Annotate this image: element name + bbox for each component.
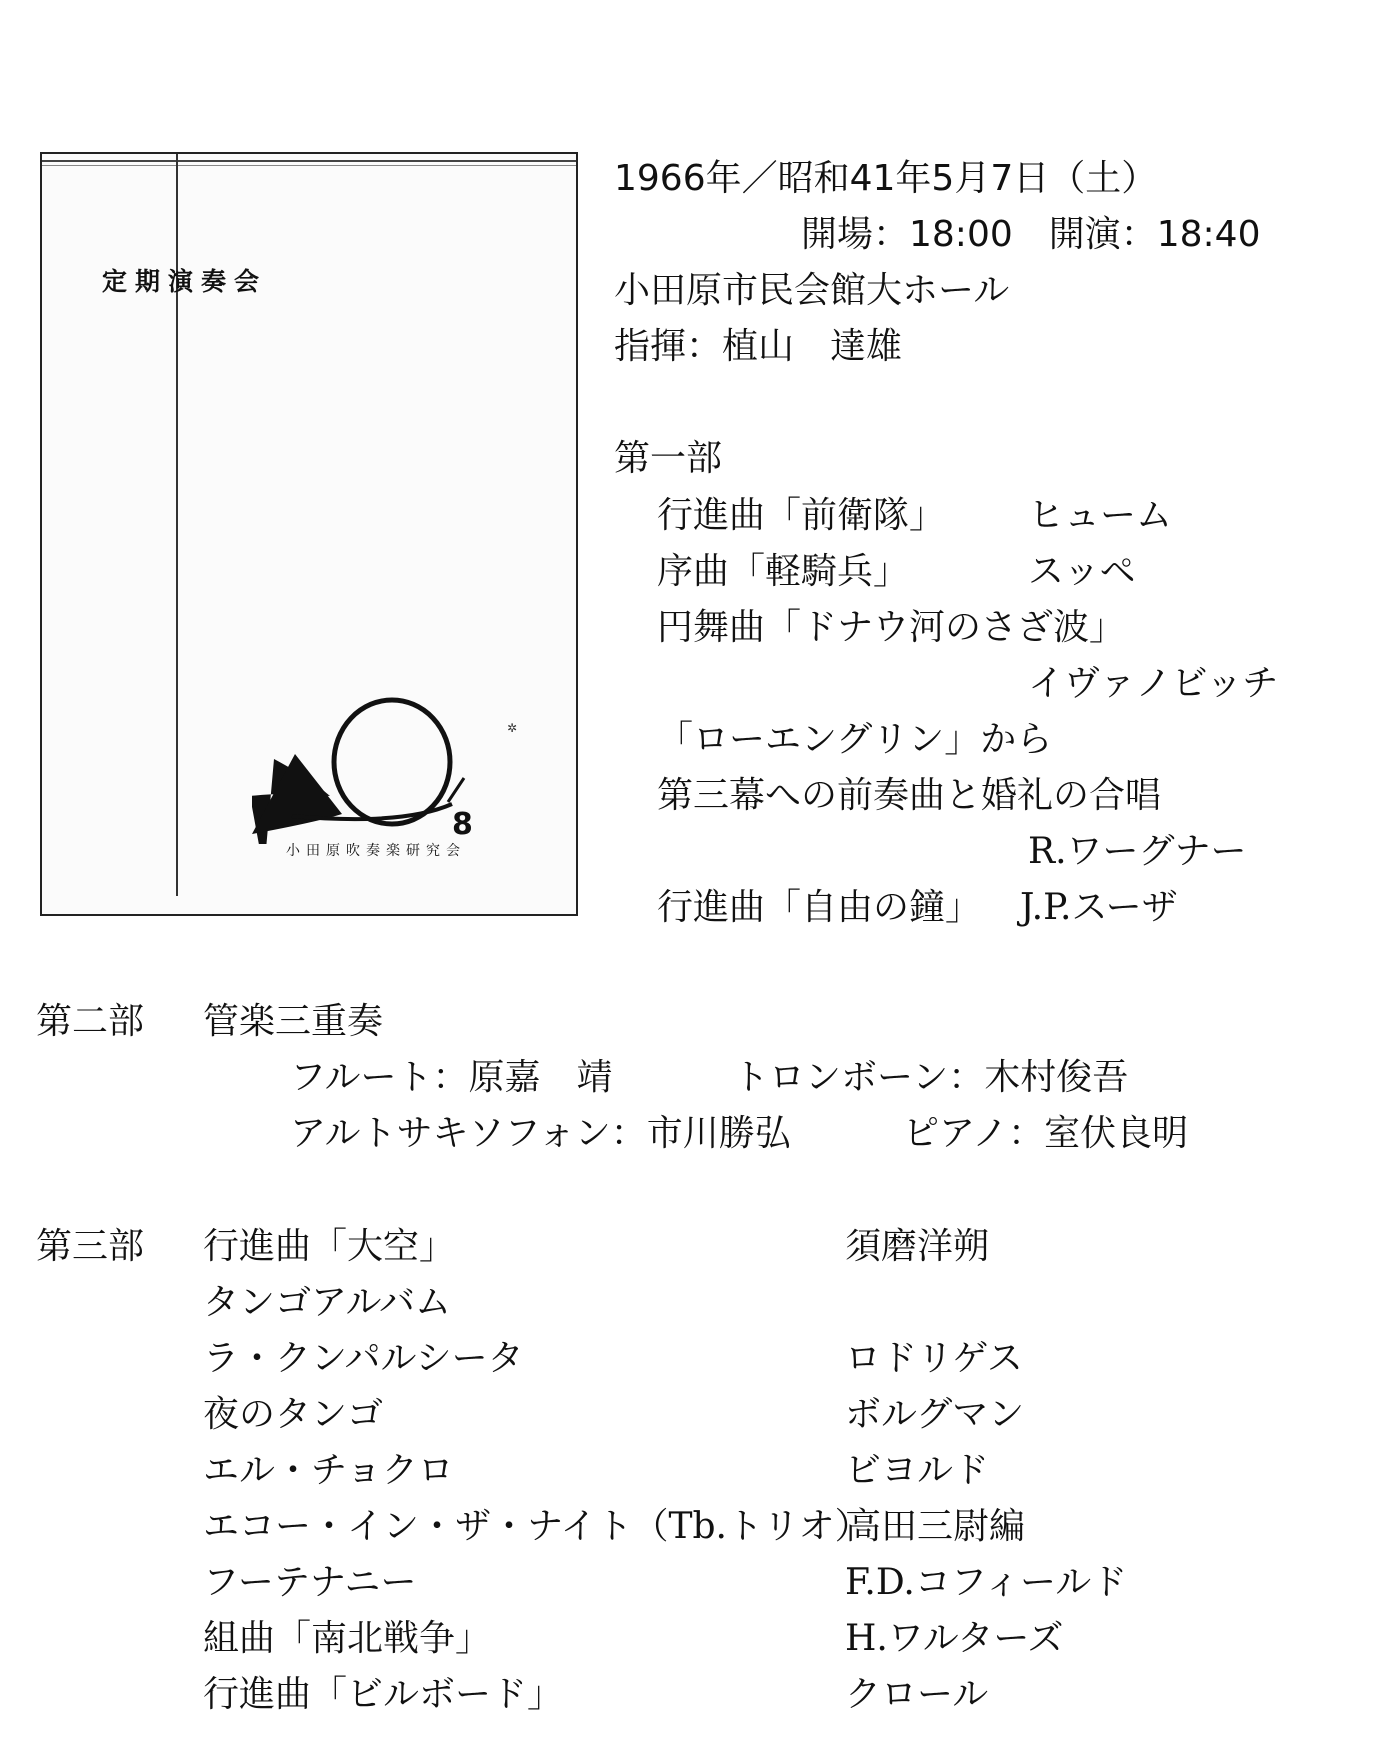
part2-flute: フルート：原嘉 靖 [290, 1057, 613, 1098]
cover-top-rule [42, 160, 576, 162]
part3-title-7: フーテナニー [203, 1562, 417, 1603]
concert-date: 1966年／昭和41年5月7日（土） [614, 158, 1158, 199]
part3-composer-5: ビヨルド [845, 1450, 990, 1491]
part3-composer-8: H.ワルターズ [845, 1618, 1064, 1659]
cover-top-rule-thin [42, 165, 576, 166]
part3-title-6: エコー・イン・ザ・ナイト（Tb.トリオ） [203, 1506, 871, 1547]
part1-composer-1: ヒューム [1028, 495, 1173, 536]
part1-title-2: 序曲「軽騎兵」 [657, 551, 910, 592]
svg-text:✲: ✲ [507, 721, 518, 735]
part2-title: 管楽三重奏 [203, 1001, 384, 1042]
part3-composer-3: ロドリゲス [845, 1338, 1023, 1379]
part1-title-3: 円舞曲「ドナウ河のさざ波」 [657, 607, 1126, 648]
part2-label: 第二部 [36, 1001, 145, 1042]
part3-title-8: 組曲「南北戦争」 [203, 1618, 492, 1659]
conductor: 指揮：植山 達雄 [614, 326, 903, 367]
concert-venue: 小田原市民会館大ホール [614, 270, 1010, 311]
part1-composer-5: R.ワーグナー [1028, 831, 1247, 872]
part3-composer-9: クロール [845, 1674, 989, 1715]
cover-organization: 小田原吹奏楽研究会 [286, 843, 466, 859]
cover-number: 8 [452, 807, 473, 842]
part3-composer-7: F.D.コフィールド [845, 1562, 1128, 1603]
part3-composer-6: 高田三尉編 [845, 1506, 1026, 1547]
part1-title-1: 行進曲「前衛隊」 [657, 495, 946, 536]
cover-title: 定期演奏会 [102, 267, 268, 296]
part2-alto-sax: アルトサキソフォン：市川勝弘 [290, 1113, 791, 1154]
part1-title-6: 行進曲「自由の鐘」 [657, 887, 982, 928]
part3-title-2: タンゴアルバム [203, 1282, 452, 1323]
part3-title-1: 行進曲「大空」 [203, 1226, 456, 1267]
part1-composer-6: J.P.スーザ [1020, 887, 1178, 928]
horn-logo-icon [252, 694, 542, 844]
part1-composer-2: スッペ [1028, 551, 1136, 592]
part1-label: 第一部 [614, 438, 723, 479]
part1-title-4: 「ローエングリン」から [657, 719, 1053, 760]
part3-title-9: 行進曲「ビルボード」 [203, 1674, 564, 1715]
program-cover-image [40, 152, 578, 916]
part2-trombone: トロンボーン：木村俊吾 [733, 1057, 1129, 1098]
part2-piano: ピアノ：室伏良明 [903, 1113, 1189, 1154]
concert-times: 開場：18:00 開演：18:40 [801, 214, 1261, 255]
part3-title-3: ラ・クンパルシータ [203, 1338, 524, 1379]
part3-title-5: エル・チョクロ [203, 1450, 454, 1491]
part3-composer-4: ボルグマン [845, 1394, 1025, 1435]
part1-composer-3: イヴァノビッチ [1028, 663, 1279, 704]
part1-title-5: 第三幕への前奏曲と婚礼の合唱 [657, 775, 1162, 816]
part3-composer-1: 須磨洋朔 [845, 1226, 990, 1267]
part3-label: 第三部 [36, 1226, 145, 1267]
part3-title-4: 夜のタンゴ [203, 1394, 384, 1435]
